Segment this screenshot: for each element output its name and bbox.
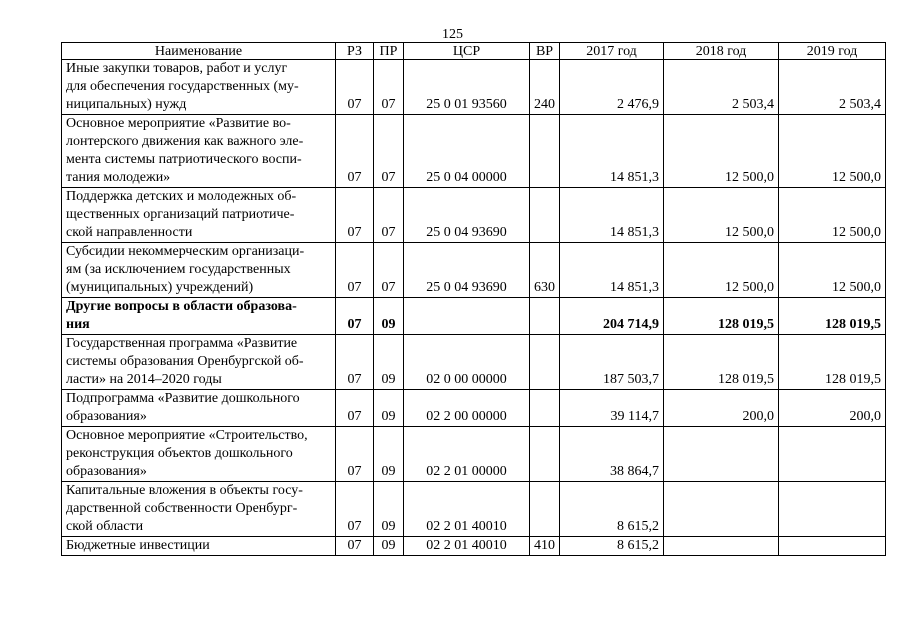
cell-2019: 128 019,5 [779,335,886,390]
cell-name-line: Другие вопросы в области образова- [66,299,297,314]
cell-name-line: Капитальные вложения в объекты госу- [66,483,303,498]
cell-2017: 14 851,3 [560,115,664,188]
cell-rz: 07 [336,482,374,537]
cell-name [62,335,336,390]
cell-name [62,243,336,298]
cell-csr: 25 0 01 93560 [404,60,530,115]
cell-2018: 12 500,0 [664,243,779,298]
cell-pr: 09 [374,298,404,335]
cell-csr: 02 2 00 00000 [404,390,530,427]
cell-csr: 02 2 01 00000 [404,427,530,482]
cell-name [62,537,336,556]
cell-name [62,390,336,427]
cell-name-line: Субсидии некоммерческим организаци- [66,244,305,259]
cell-name-line: ям (за исключением государственных [66,262,291,277]
cell-rz: 07 [336,390,374,427]
cell-2019: 200,0 [779,390,886,427]
table-row [62,115,886,188]
cell-vr [530,482,560,537]
cell-name-line: образования» [66,464,147,479]
cell-name-line: ниципальных) нужд [66,97,187,112]
cell-pr: 09 [374,537,404,556]
header-pr: ПР [374,43,404,60]
cell-pr: 09 [374,390,404,427]
cell-pr: 09 [374,427,404,482]
cell-name-line: Поддержка детских и молодежных об- [66,189,297,204]
cell-2018: 128 019,5 [664,335,779,390]
cell-vr: 410 [530,537,560,556]
cell-pr: 09 [374,335,404,390]
cell-name-line: Бюджетные инвестиции [66,538,210,553]
page-number: 125 [442,27,463,42]
table-header-row [62,43,886,60]
cell-2017: 14 851,3 [560,188,664,243]
cell-vr: 630 [530,243,560,298]
table-body [62,60,886,556]
cell-2018: 200,0 [664,390,779,427]
cell-name-line: ния [66,317,90,332]
cell-pr: 07 [374,188,404,243]
cell-vr: 240 [530,60,560,115]
cell-2018 [664,482,779,537]
cell-name-line: мента системы патриотического воспи- [66,152,302,167]
cell-rz: 07 [336,335,374,390]
cell-2017: 14 851,3 [560,243,664,298]
cell-2019 [779,537,886,556]
cell-rz: 07 [336,243,374,298]
cell-name [62,188,336,243]
cell-name-line: тания молодежи» [66,170,171,185]
cell-name-line: Подпрограмма «Развитие дошкольного [66,391,300,406]
cell-2018: 12 500,0 [664,115,779,188]
cell-rz: 07 [336,537,374,556]
cell-rz: 07 [336,115,374,188]
cell-name [62,427,336,482]
header-csr: ЦСР [404,43,530,60]
cell-pr: 07 [374,60,404,115]
header-2018: 2018 год [664,43,779,60]
cell-2018: 128 019,5 [664,298,779,335]
cell-2018: 12 500,0 [664,188,779,243]
header-2017: 2017 год [560,43,664,60]
table-row [62,298,886,335]
cell-2018 [664,537,779,556]
cell-2019 [779,427,886,482]
cell-pr: 07 [374,115,404,188]
cell-csr: 02 2 01 40010 [404,537,530,556]
cell-name [62,60,336,115]
cell-pr: 09 [374,482,404,537]
header-vr: ВР [530,43,560,60]
cell-name [62,298,336,335]
cell-rz: 07 [336,60,374,115]
table-row [62,390,886,427]
header-name: Наименование [62,43,336,60]
table-row [62,482,886,537]
cell-name-line: Государственная программа «Развитие [66,336,298,351]
cell-vr [530,390,560,427]
table-row [62,188,886,243]
cell-2019: 2 503,4 [779,60,886,115]
cell-csr [404,298,530,335]
cell-csr: 25 0 04 00000 [404,115,530,188]
cell-vr [530,427,560,482]
header-2019: 2019 год [779,43,886,60]
cell-csr: 25 0 04 93690 [404,188,530,243]
cell-vr [530,298,560,335]
cell-name-line: ской направленности [66,225,193,240]
cell-2019: 12 500,0 [779,243,886,298]
cell-name [62,482,336,537]
cell-2019: 12 500,0 [779,115,886,188]
cell-pr: 07 [374,243,404,298]
header-rz: РЗ [336,43,374,60]
cell-name-line: щественных организаций патриотиче- [66,207,295,222]
cell-2019 [779,482,886,537]
cell-name-line: для обеспечения государственных (му- [66,79,299,94]
cell-2017: 8 615,2 [560,537,664,556]
budget-table [61,42,886,556]
cell-2017: 187 503,7 [560,335,664,390]
cell-rz: 07 [336,188,374,243]
table-row [62,537,886,556]
cell-name-line: ласти» на 2014–2020 годы [66,372,222,387]
cell-2017: 204 714,9 [560,298,664,335]
cell-name [62,115,336,188]
cell-2017: 38 864,7 [560,427,664,482]
cell-name-line: системы образования Оренбургской об- [66,354,304,369]
cell-name-line: реконструкция объектов дошкольного [66,446,293,461]
cell-2018: 2 503,4 [664,60,779,115]
cell-csr: 02 0 00 00000 [404,335,530,390]
cell-name-line: дарственной собственности Оренбург- [66,501,298,516]
cell-name-line: образования» [66,409,147,424]
cell-2017: 8 615,2 [560,482,664,537]
cell-name-line: лонтерского движения как важного эле- [66,134,304,149]
table-row [62,243,886,298]
table-row [62,335,886,390]
cell-vr [530,115,560,188]
cell-vr [530,188,560,243]
cell-2018 [664,427,779,482]
cell-csr: 25 0 04 93690 [404,243,530,298]
cell-2017: 39 114,7 [560,390,664,427]
cell-2019: 12 500,0 [779,188,886,243]
cell-name-line: Основное мероприятие «Развитие во- [66,116,291,131]
cell-vr [530,335,560,390]
cell-name-line: (муниципальных) учреждений) [66,280,254,295]
cell-name-line: Основное мероприятие «Строительство, [66,428,308,443]
cell-2019: 128 019,5 [779,298,886,335]
cell-name-line: ской области [66,519,144,534]
cell-rz: 07 [336,427,374,482]
cell-2017: 2 476,9 [560,60,664,115]
table-row [62,60,886,115]
table-row [62,427,886,482]
cell-name-line: Иные закупки товаров, работ и услуг [66,61,288,76]
cell-rz: 07 [336,298,374,335]
cell-csr: 02 2 01 40010 [404,482,530,537]
